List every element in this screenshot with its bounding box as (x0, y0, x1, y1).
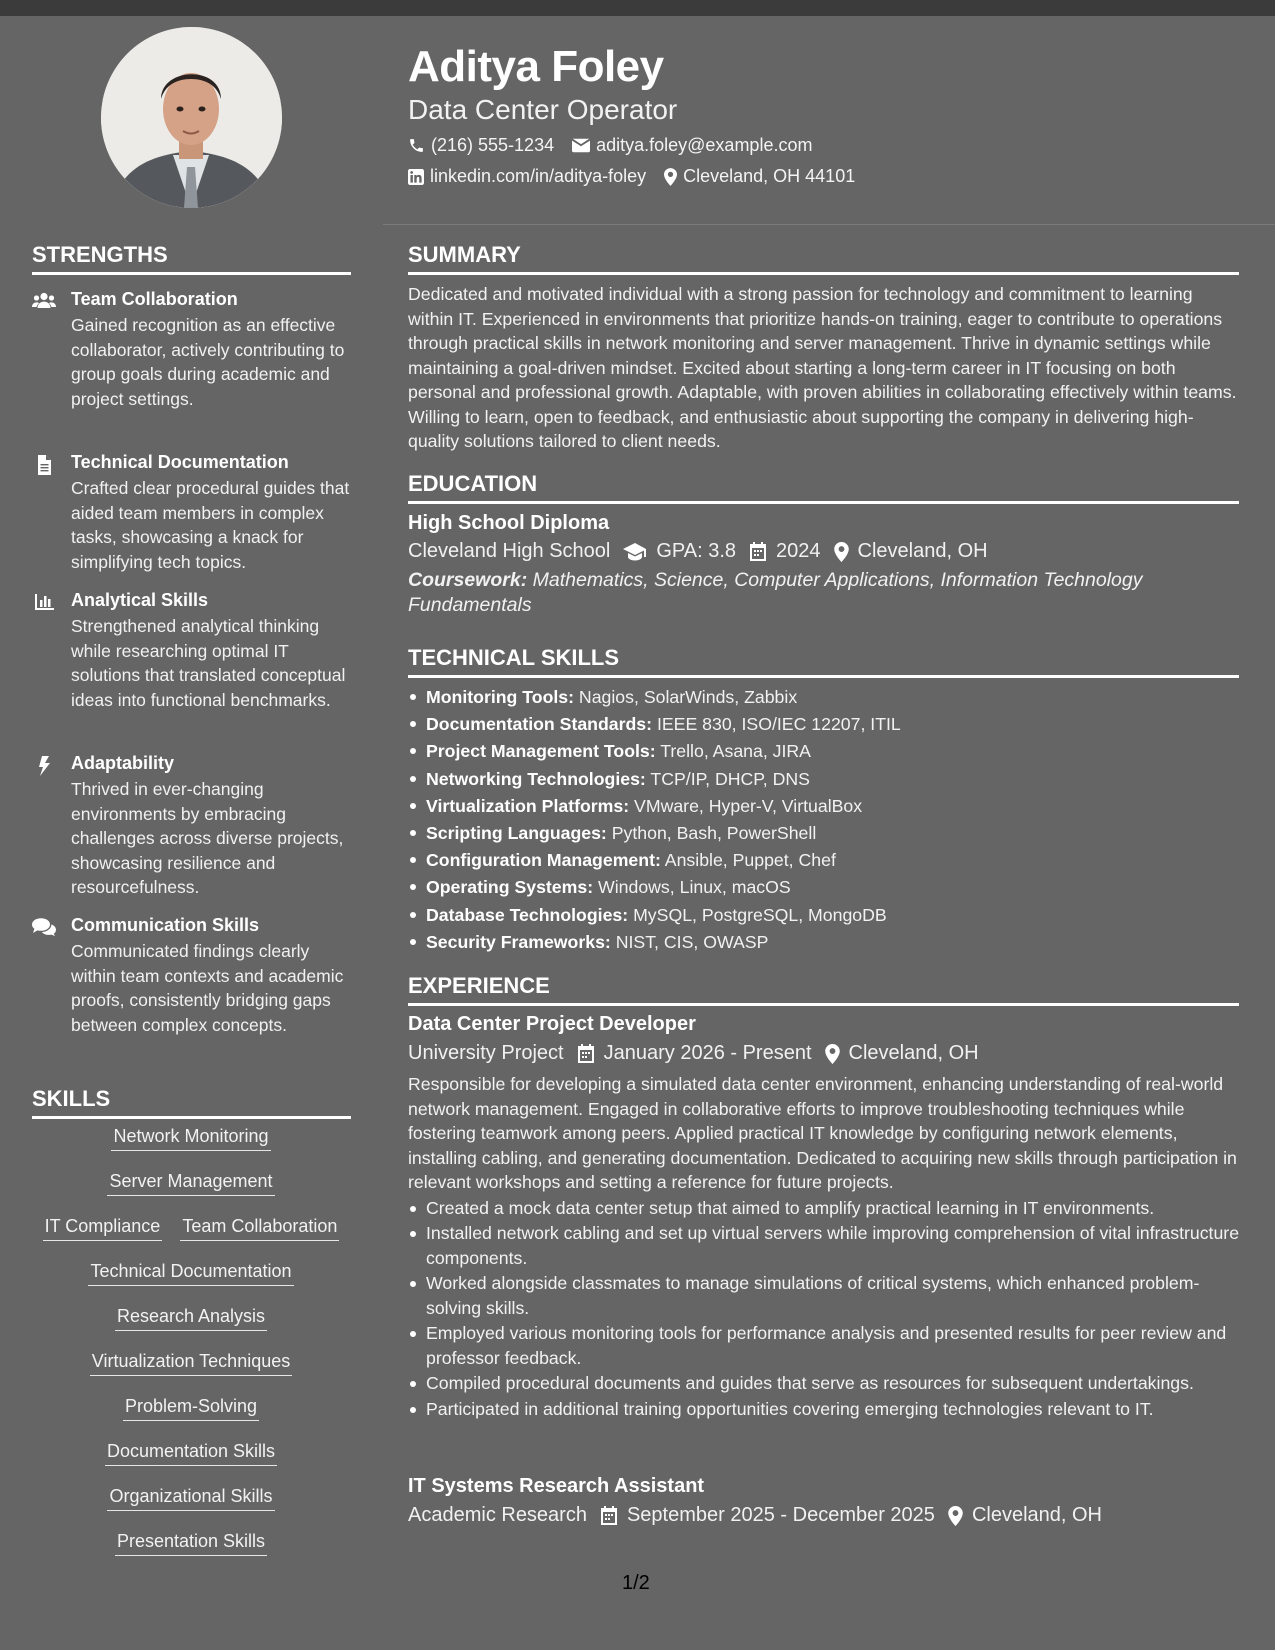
skill-values: IEEE 830, ISO/IEC 12207, ITIL (652, 714, 901, 735)
job-title-heading: Data Center Project Developer (408, 1013, 696, 1035)
graduation-cap-icon (623, 543, 647, 561)
skill-values: MySQL, PostgreSQL, MongoDB (628, 904, 887, 925)
coursework-label: Coursework: (408, 569, 528, 591)
skill-tag: Virtualization Techniques (90, 1349, 292, 1376)
job-location: Cleveland, OH (848, 1042, 979, 1064)
strength-item (32, 589, 352, 712)
technical-skills-heading: TECHNICAL SKILLS (408, 645, 620, 670)
graduation-year: 2024 (776, 540, 821, 562)
skill-tag: Technical Documentation (88, 1259, 293, 1286)
strength-description: Gained recognition as an effective collaborator, actively contributing to group goals during academic and project settings. (71, 315, 345, 409)
bar-chart-icon (32, 593, 56, 613)
header-divider (383, 224, 1275, 225)
page-number: 1/2 (622, 1572, 650, 1594)
phone-contact[interactable] (408, 135, 554, 156)
skill-tag: Documentation Skills (105, 1439, 277, 1466)
job-bullet: Employed various monitoring tools for performance analysis and presented results for peer review and professor feedback. (426, 1321, 1240, 1370)
skill-values: Ansible, Puppet, Chef (660, 850, 836, 871)
summary-section (408, 282, 1240, 454)
gpa-text: GPA: 3.8 (656, 540, 737, 562)
skill-tag: Network Monitoring (111, 1124, 270, 1151)
strength-title: Adaptability (71, 753, 175, 773)
technical-skill-item (426, 874, 1240, 901)
phone-text: (216) 555-1234 (431, 135, 555, 155)
experience-entry (408, 1475, 1240, 1527)
strengths-heading: STRENGTHS (32, 242, 168, 267)
strength-title: Analytical Skills (71, 590, 209, 610)
skill-category: Database Technologies: (426, 904, 629, 925)
strength-title: Technical Documentation (71, 452, 289, 472)
map-pin-icon (664, 168, 677, 186)
location-contact (664, 166, 855, 187)
strength-description: Communicated findings clearly within team contexts and academic proofs, consistently bridging gaps between complex concepts. (71, 941, 344, 1035)
job-bullet: Participated in additional training opportunities covering emerging technologies relevant to IT. (426, 1397, 1240, 1422)
summary-rule (408, 272, 1239, 275)
strength-title: Communication Skills (71, 915, 260, 935)
contact-row-1 (408, 135, 830, 156)
skills-rule (32, 1116, 351, 1119)
technical-skill-item (426, 766, 1240, 793)
job-bullets (408, 1196, 1240, 1422)
linkedin-text: linkedin.com/in/aditya-foley (430, 166, 647, 186)
skill-values: VMware, Hyper-V, VirtualBox (629, 795, 863, 816)
skill-category: Security Frameworks: (426, 931, 611, 952)
technical-skills-section (408, 684, 1240, 956)
technical-skill-item (426, 820, 1240, 847)
strength-description: Crafted clear procedural guides that aided team members in complex tasks, showcasing a knack for simplifying tech topics. (71, 478, 350, 572)
skill-values: Nagios, SolarWinds, Zabbix (574, 687, 798, 707)
skill-values: Windows, Linux, macOS (593, 877, 791, 898)
education-rule (408, 501, 1239, 504)
school-location: Cleveland, OH (857, 540, 988, 562)
chat-bubbles-icon (32, 918, 56, 938)
strength-item (32, 752, 352, 900)
technical-skill-item (426, 929, 1240, 956)
job-bullet: Worked alongside classmates to manage simulations of critical systems, which enhanced problem-solving skills. (426, 1271, 1240, 1320)
skill-category: Operating Systems: (426, 877, 594, 898)
skill-tag: Organizational Skills (107, 1484, 274, 1511)
skill-category: Scripting Languages: (426, 823, 607, 844)
strengths-rule (32, 272, 351, 275)
linkedin-contact[interactable] (408, 166, 646, 187)
job-location: Cleveland, OH (971, 1504, 1102, 1526)
email-text: aditya.foley@example.com (596, 135, 813, 155)
calendar-icon (600, 1506, 618, 1525)
summary-heading: SUMMARY (408, 242, 521, 267)
job-dates: September 2025 - December 2025 (626, 1504, 935, 1526)
skill-category: Project Management Tools: (426, 741, 656, 762)
summary-text: Dedicated and motivated individual with a strong passion for technology and commitment to learning within IT. Experienced in environments that prioritize hands-on training, eager to contribute to operations through practical skills in network monitoring and server management. Thrive in dynamic settings while maintaining a goal-driven mindset. Excited about starting a long-term career in IT focusing on both personal and professional growth. Adaptable, with proven abilities in collaborating effectively within teams. Willing to learn, open to feedback, and enthusiastic about supporting the company in delivering high-quality solutions tailored to client needs. (408, 284, 1237, 451)
job-organization: University Project (408, 1042, 564, 1064)
skill-category: Networking Technologies: (426, 768, 646, 789)
skill-category: Documentation Standards: (426, 714, 653, 735)
map-pin-icon (825, 1044, 840, 1064)
strength-description: Strengthened analytical thinking while researching optimal IT solutions that translated conceptual ideas into functional benchmarks. (71, 616, 346, 710)
document-icon (32, 455, 56, 475)
technical-skill-item (426, 738, 1240, 765)
technical-skills-list (408, 684, 1240, 956)
skill-category: Configuration Management: (426, 850, 661, 871)
experience-entry (408, 1013, 1240, 1422)
users-icon (32, 292, 56, 312)
skill-tag: Problem-Solving (123, 1394, 259, 1421)
map-pin-icon (948, 1506, 963, 1526)
skill-tag: Presentation Skills (115, 1529, 267, 1556)
skill-tag: Research Analysis (115, 1304, 267, 1331)
technical-skill-item (426, 684, 1240, 711)
job-description: Responsible for developing a simulated data center environment, enhancing understanding of real-world network management. Engaged in collaborative efforts to improve troubleshooting techniques while fostering teamwork among peers. Applied practical IT knowledge by configuring network elements, installing cabling, and generating documentation. Dedicated to acquiring new skills through participation in relevant workshops and setting a reference for future projects. (408, 1074, 1237, 1192)
skills-list (32, 1124, 350, 1574)
profile-photo (101, 27, 282, 208)
calendar-icon (749, 542, 767, 561)
strength-title: Team Collaboration (71, 289, 238, 309)
job-dates: January 2026 - Present (603, 1042, 812, 1064)
education-section (408, 512, 1240, 618)
degree-title: High School Diploma (408, 512, 610, 534)
skills-heading: SKILLS (32, 1086, 111, 1111)
job-organization: Academic Research (408, 1504, 587, 1526)
skill-tag: IT Compliance (43, 1214, 163, 1241)
job-bullet: Created a mock data center setup that aimed to amplify practical learning in IT environments. (426, 1196, 1240, 1221)
education-heading: EDUCATION (408, 471, 538, 496)
skill-category: Virtualization Platforms: (426, 795, 630, 816)
envelope-icon (572, 138, 590, 153)
location-text: Cleveland, OH 44101 (683, 166, 856, 186)
technical-skill-item (426, 793, 1240, 820)
technical-skill-item (426, 711, 1240, 738)
map-pin-icon (834, 542, 849, 562)
contact-row-2 (408, 166, 873, 187)
calendar-icon (577, 1044, 595, 1063)
skill-tag: Server Management (107, 1169, 274, 1196)
strength-item (32, 914, 352, 1037)
job-meta (408, 1504, 1240, 1527)
technical-skill-item (426, 902, 1240, 929)
experience-rule (408, 1003, 1239, 1006)
lightning-icon (32, 756, 56, 776)
job-bullet: Compiled procedural documents and guides that serve as resources for subsequent undertakings. (426, 1371, 1240, 1396)
linkedin-icon (408, 169, 424, 185)
skill-category: Monitoring Tools: (426, 687, 575, 707)
strength-item (32, 288, 352, 411)
skill-values: NIST, CIS, OWASP (610, 931, 769, 952)
coursework-text: Mathematics, Science, Computer Applications, Information Technology Fundamentals (408, 569, 1143, 616)
school-name: Cleveland High School (408, 540, 611, 562)
skill-tag: Team Collaboration (180, 1214, 339, 1241)
email-contact[interactable] (572, 135, 812, 156)
education-meta (408, 540, 1240, 563)
phone-icon (408, 137, 425, 154)
candidate-name: Aditya Foley (408, 42, 664, 91)
strength-item (32, 451, 352, 574)
technical-skill-item (426, 847, 1240, 874)
skill-values: TCP/IP, DHCP, DNS (645, 768, 810, 789)
top-bar (0, 0, 1275, 16)
coursework (408, 568, 1240, 618)
experience-heading: EXPERIENCE (408, 973, 550, 998)
job-meta (408, 1042, 1240, 1065)
job-title: Data Center Operator (408, 94, 678, 125)
job-title-heading: IT Systems Research Assistant (408, 1475, 705, 1497)
strength-description: Thrived in ever-changing environments by embracing challenges across diverse projects, showcasing resilience and resourcefulness. (71, 779, 344, 897)
technical-skills-rule (408, 675, 1239, 678)
job-bullet: Installed network cabling and set up virtual servers while improving comprehension of vital infrastructure components. (426, 1221, 1240, 1270)
skill-values: Python, Bash, PowerShell (606, 823, 817, 844)
skill-values: Trello, Asana, JIRA (655, 741, 811, 762)
